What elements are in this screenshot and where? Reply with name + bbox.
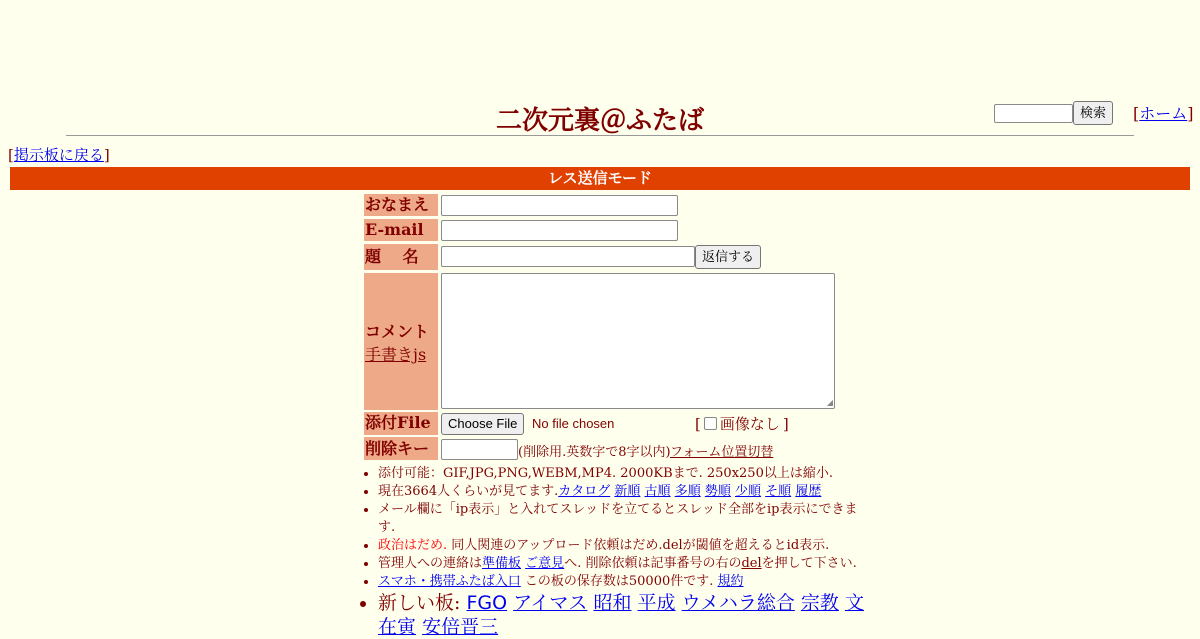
- name-label: おなまえ: [364, 194, 438, 216]
- divider: [66, 135, 1134, 136]
- search-button[interactable]: 検索: [1073, 101, 1113, 125]
- email-label: E-mail: [364, 219, 438, 241]
- choose-file-button[interactable]: Choose File: [441, 413, 524, 435]
- board-link-fgo[interactable]: FGO: [466, 592, 508, 614]
- board-link-moon[interactable]: 文在寅: [378, 592, 864, 638]
- name-input[interactable]: [441, 195, 678, 216]
- sort-new-link[interactable]: 新順: [614, 484, 641, 499]
- subject-label: 題 名: [364, 244, 438, 270]
- board-link-religion[interactable]: 宗教: [800, 592, 839, 614]
- page-title: 二次元裏＠ふたば: [495, 106, 704, 136]
- file-status: No file chosen: [532, 416, 615, 431]
- comment-label: コメント: [365, 322, 430, 341]
- reply-submit-button[interactable]: 返信する: [695, 245, 761, 269]
- list-item: • 政治はだめ. 同人関連のアップロード依頼はだめ.delが閾値を超えるとid表示.: [378, 537, 870, 555]
- resize-grip-icon[interactable]: ◢: [826, 398, 833, 407]
- board-link-abe[interactable]: 安倍晋三: [422, 616, 499, 638]
- back-link-group: [掲示板に戻る]: [8, 146, 110, 164]
- email-input[interactable]: [441, 220, 678, 241]
- no-image-group: [ 画像なし ]: [695, 414, 789, 433]
- sort-many-link[interactable]: 多順: [674, 484, 701, 499]
- delkey-note: (削除用.英数字で8字以内): [518, 445, 671, 460]
- feedback-link[interactable]: ご意見: [525, 556, 565, 571]
- del-link[interactable]: del: [741, 556, 762, 571]
- sort-so-link[interactable]: そ順: [765, 484, 792, 499]
- list-item: • 現在3664人くらいが見てます.カタログ 新順 古順 多順 勢順 少順 そ順 履歴: [378, 483, 870, 501]
- delkey-input[interactable]: [441, 439, 518, 460]
- board-link-imas[interactable]: アイマス: [513, 592, 588, 614]
- comment-textarea[interactable]: [441, 273, 835, 409]
- home-link-group: [ホーム]: [1133, 104, 1194, 123]
- sort-momentum-link[interactable]: 勢順: [704, 484, 731, 499]
- junbi-board-link[interactable]: 準備板: [482, 556, 522, 571]
- form-position-toggle-link[interactable]: フォーム位置切替: [670, 445, 774, 460]
- board-link-heisei[interactable]: 平成: [637, 592, 676, 614]
- list-item: • 管理人への連絡は準備板 ご意見へ. 削除依頼は記事番号の右のdelを押して下さい.: [378, 555, 870, 573]
- list-item: • スマホ・携帯ふたば入口 この板の保存数は50000件です. 規約: [378, 573, 870, 591]
- sort-old-link[interactable]: 古順: [644, 484, 671, 499]
- catalog-link[interactable]: カタログ: [558, 484, 611, 499]
- reply-mode-bar: レス送信モード: [10, 167, 1190, 190]
- rules-link[interactable]: 規約: [717, 574, 744, 589]
- delkey-label: 削除キー: [364, 437, 438, 460]
- comment-label-cell: [364, 273, 438, 410]
- board-link-umehara[interactable]: ウメハラ総合: [681, 592, 795, 614]
- history-link[interactable]: 履歴: [795, 484, 822, 499]
- list-item: • 添付可能：GIF,JPG,PNG,WEBM,MP4. 2000KBまで. 250x250以上は縮小.: [378, 465, 870, 483]
- no-image-checkbox[interactable]: [704, 417, 717, 430]
- board-link-showa[interactable]: 昭和: [593, 592, 632, 614]
- tegaki-link[interactable]: 手書きjs: [365, 345, 427, 364]
- list-item: • 新しい板: FGO アイマス 昭和 平成 ウメハラ総合 宗教 文在寅 安倍晋三: [378, 591, 870, 639]
- info-list: [364, 465, 870, 639]
- file-label: 添付File: [364, 412, 438, 435]
- back-to-board-link[interactable]: 掲示板に戻る: [13, 146, 104, 164]
- mobile-entrance-link[interactable]: スマホ・携帯ふたば入口: [378, 574, 521, 589]
- subject-input[interactable]: [441, 246, 695, 267]
- sort-few-link[interactable]: 少順: [735, 484, 762, 499]
- list-item: • メール欄に「ip表示」と入れてスレッドを立てるとスレッド全部をip表示にできます.: [378, 501, 870, 537]
- home-link[interactable]: ホーム: [1139, 104, 1188, 123]
